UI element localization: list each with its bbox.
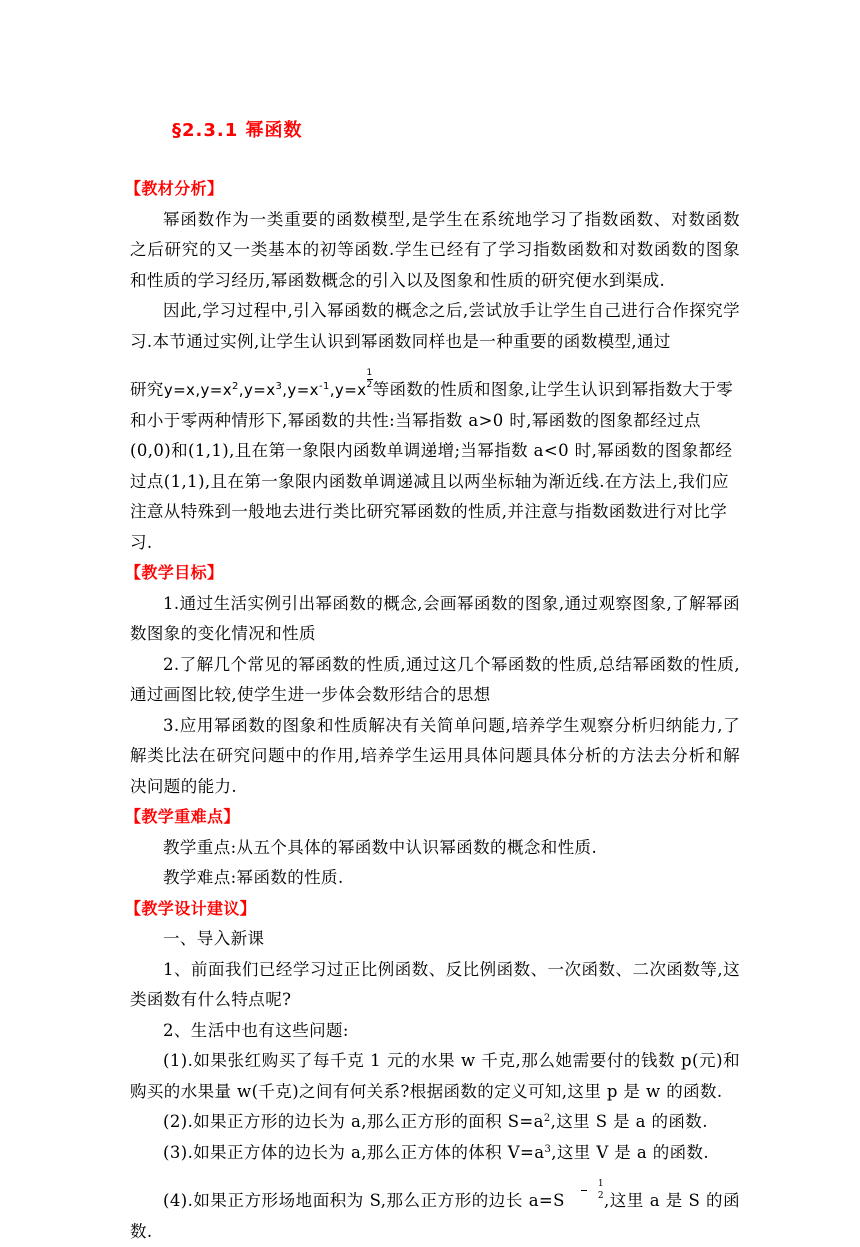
power-function-list: $y=x,y=x^2,y=x^3,y=x^{-1},y=x$ $\frac{1}{2}$ xyxy=(163,368,373,399)
formula-prefix: 研究 xyxy=(130,380,164,399)
goal-item-2: 2.了解几个常见的幂函数的性质,通过这几个幂函数的性质,总结幂函数的性质,通过画图比较,使学生进一步体会数形结合的思想 xyxy=(130,654,740,704)
design-example-2: (2).如果正方形的边长为 a,那么正方形的面积 $S=a^2$,这里 S 是 a 的函数. xyxy=(163,1112,708,1131)
design-question-1: 1、前面我们已经学习过正比例函数、反比例函数、一次函数、二次函数等,这类函数有什么特点呢? xyxy=(130,959,740,1009)
goal-item-1: 1.通过生活实例引出幂函数的概念,会画幂函数的图象,通过观察图象,了解幂函数图象的变化情况和性质 xyxy=(130,593,740,643)
goal-item-3: 3.应用幂函数的图象和性质解决有关简单问题,培养学生观察分析归纳能力,了解类比法在研究问题中的作用,培养学生运用具体问题具体分析的方法去分析和解决问题的能力. xyxy=(130,715,740,796)
design-example-4: (4).如果正方形场地面积为 S,那么正方形的边长 a=S $\frac{1}{2}$ ,这里 a 是 S 的函数. xyxy=(130,1179,741,1241)
design-example-1: (1).如果张红购买了每千克 1 元的水果 w 千克,那么她需要付的钱数 p(元)和购买的水果量 w(千克)之间有何关系?根据函数的定义可知,这里 p 是 w 的函数. xyxy=(130,1051,740,1101)
analysis-paragraph-2-intro: 因此,学习过程中,引入幂函数的概念之后,尝试放手让学生自己进行合作探究学习.本节通过实例,让学生认识到幂函数同样也是一种重要的函数模型,通过 xyxy=(130,301,740,351)
section-heading-analysis: 【教材分析】 xyxy=(125,179,224,198)
analysis-paragraph-1: 幂函数作为一类重要的函数模型,是学生在系统地学习了指数函数、对数函数之后研究的又一类基本的初等函数.学生已经有了学习指数函数和对数函数的图象和性质的学习经历,幂函数概念的引入以及图象和性质的研究便水到渠成. xyxy=(130,209,740,290)
exponent-fraction: $\frac{1}{2}$ xyxy=(565,1180,604,1201)
design-subheading: 一、导入新课 xyxy=(163,929,265,948)
page-title: §2.3.1 幂函数 xyxy=(172,120,303,141)
keypoint-item-2: 教学难点:幂函数的性质. xyxy=(163,868,344,887)
keypoint-item-1: 教学重点:从五个具体的幂函数中认识幂函数的概念和性质. xyxy=(163,837,598,857)
exponent-fraction: $\frac{1}{2}$ xyxy=(366,368,373,390)
section-heading-design: 【教学设计建议】 xyxy=(125,898,257,918)
section-heading-keypoints: 【教学重难点】 xyxy=(125,807,240,826)
design-example-3: (3).如果正方体的边长为 a,那么正方体的体积 $V=a^3$,这里 V 是 a 的函数. xyxy=(163,1142,710,1162)
document-body xyxy=(125,174,741,1247)
analysis-paragraph-2-rest: 等函数的性质和图象,让学生认识到幂指数大于零和小于零两种情形下,幂函数的共性:当幂指数 a>0 时,幂函数的图象都经过点(0,0)和(1,1),且在第一象限内函数单调递增;当幂指数 a<0 时,幂函数的图象都经过点(1,1),且在第一象限内函数单调递减且以两坐标轴为渐近线.在方法上,我们应注意从特殊到一般地去进行类比研究幂函数的性质,并注意与指数函数进行对比学习. xyxy=(130,380,734,552)
design-question-2: 2、生活中也有这些问题: xyxy=(163,1020,349,1040)
analysis-paragraph-2 xyxy=(130,369,740,558)
section-heading-goals: 【教学目标】 xyxy=(125,563,224,582)
